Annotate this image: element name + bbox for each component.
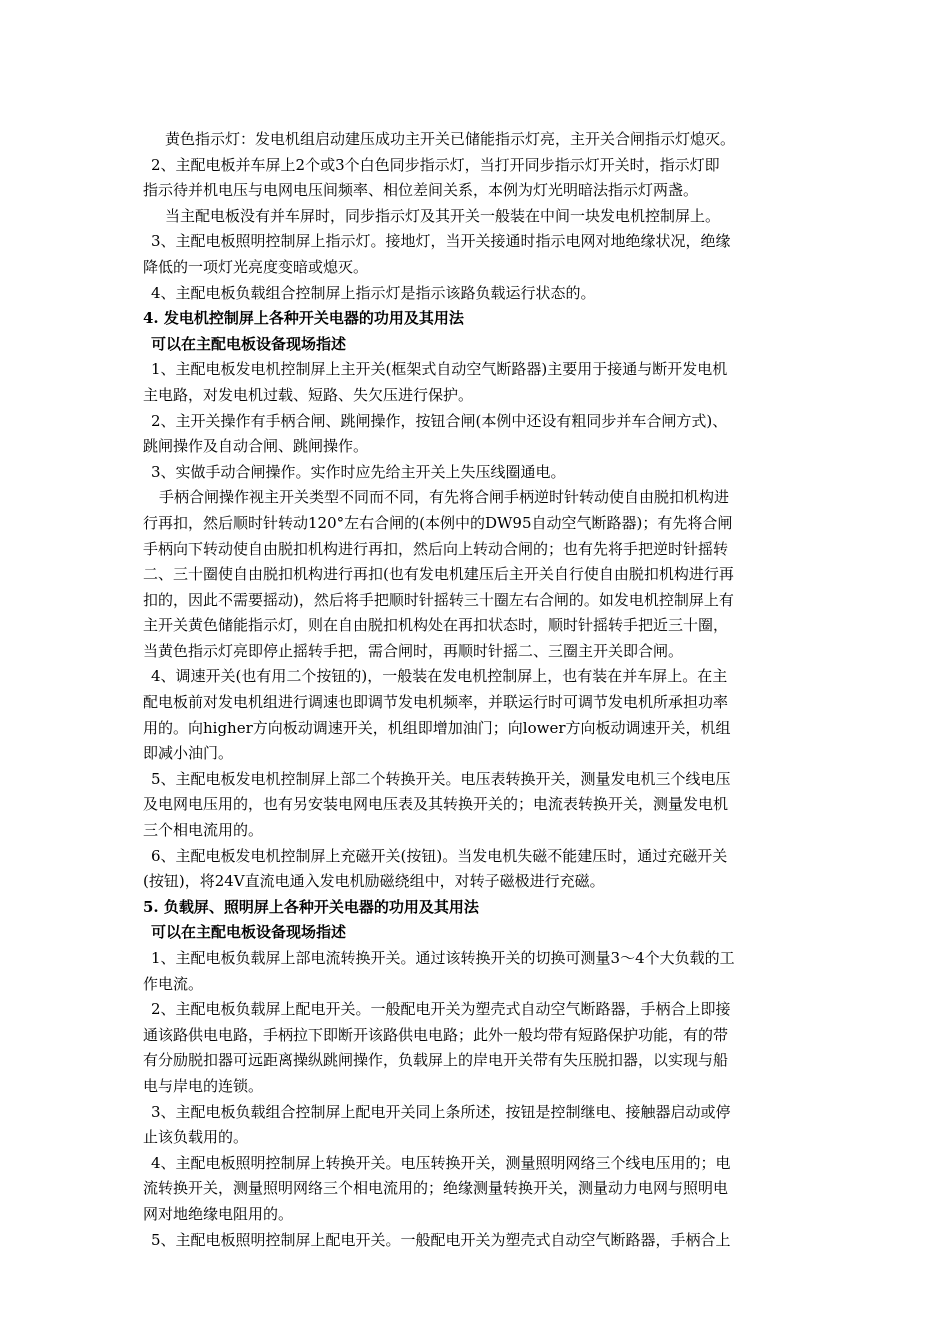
text-line: 配电板前对发电机组进行调速也即调节发电机频率，并联运行时可调节发电机所承担功率 [143,693,729,712]
section-subheading: 可以在主配电板设备现场指述 [151,923,347,942]
section-heading: 5. 负载屏、照明屏上各种开关电器的功用及其用法 [143,897,479,916]
text-line: 2、主配电板负载屏上配电开关。一般配电开关为塑壳式自动空气断路器，手柄合上即接 [151,1000,731,1019]
text-line: 手柄向下转动使自由脱扣机构进行再扣，然后向上转动合闸的；也有先将手把逆时针摇转 [143,539,729,558]
text-line: 黄色指示灯：发电机组启动建压成功主开关已储能指示灯亮，主开关合闸指示灯熄灭。 [165,130,736,148]
text-line: 行再扣，然后顺时针转动120°左右合闸的(本例中的DW95自动空气断路器)；有先将合闸 [143,513,733,532]
document-page [143,127,807,1253]
text-line: (按钮)，将24V直流电通入发电机励磁绕组中，对转子磁极进行充磁。 [143,872,605,891]
text-line: 手柄合闸操作视主开关类型不同而不同，有先将合闸手柄逆时针转动使自由脱扣机构进 [159,488,730,507]
text-line: 3、主配电板照明控制屏上指示灯。接地灯，当开关接通时指示电网对地绝缘状况，绝缘 [151,232,731,251]
text-line: 跳闸操作及自动合闸、跳闸操作。 [143,437,369,456]
section-subheading: 可以在主配电板设备现场指述 [151,334,347,353]
text-line: 5、主配电板照明控制屏上配电开关。一般配电开关为塑壳式自动空气断路器，手柄合上 [151,1230,731,1249]
text-line: 4、主配电板照明控制屏上转换开关。电压转换开关，测量照明网络三个线电压用的；电 [151,1153,731,1172]
text-line: 三个相电流用的。 [143,821,264,840]
text-line: 1、主配电板发电机控制屏上主开关(框架式自动空气断路器)主要用于接通与断开发电机 [151,360,728,379]
text-line: 有分励脱扣器可远距离操纵跳闸操作，负载屏上的岸电开关带有失压脱扣器，以实现与船 [143,1051,729,1070]
text-line: 当黄色指示灯亮即停止摇转手把，需合闸时，再顺时针摇二、三圈主开关即合闸。 [143,641,684,660]
text-line: 及电网电压用的，也有另安装电网电压表及其转换开关的；电流表转换开关，测量发电机 [143,795,729,814]
text-line: 作电流。 [143,974,204,993]
text-line: 流转换开关，测量照明网络三个相电流用的；绝缘测量转换开关，测量动力电网与照明电 [143,1179,729,1198]
text-line: 5、主配电板发电机控制屏上部二个转换开关。电压表转换开关，测量发电机三个线电压 [151,769,731,788]
text-line: 1、主配电板负载屏上部电流转换开关。通过该转换开关的切换可测量3～4个大负载的工 [151,949,735,967]
text-line: 网对地绝缘电阻用的。 [143,1204,294,1223]
text-line: 主电路，对发电机过载、短路、失欠压进行保护。 [143,385,474,404]
section-heading: 4. 发电机控制屏上各种开关电器的功用及其用法 [143,309,464,328]
text-line: 4、主配电板负载组合控制屏上指示灯是指示该路负载运行状态的。 [151,283,596,302]
text-line: 降低的一项灯光亮度变暗或熄灭。 [143,257,369,276]
text-line: 通该路供电电路，手柄拉下即断开该路供电电路；此外一般均带有短路保护功能，有的带 [143,1025,729,1044]
text-line: 3、主配电板负载组合控制屏上配电开关同上条所述，按钮是控制继电、接触器启动或停 [151,1102,731,1121]
text-line: 扣的，因此不需要摇动)，然后将手把顺时针摇转三十圈左右合闸的。如发电机控制屏上有 [143,590,734,609]
text-line: 用的。向higher方向板动调速开关，机组即增加油门；向lower方向板动调速开关，机组 [143,718,731,737]
text-line: 2、主开关操作有手柄合闸、跳闸操作，按钮合闸(本例中还设有粗同步并车合闸方式)、 [151,411,728,430]
text-line: 即减小油门。 [143,744,234,763]
text-line: 3、实做手动合闸操作。实作时应先给主开关上失压线圈通电。 [151,462,566,481]
text-line: 2、主配电板并车屏上2个或3个白色同步指示灯，当打开同步指示灯开关时，指示灯即 [151,155,720,174]
text-line: 电与岸电的连锁。 [143,1076,264,1095]
text-line: 主开关黄色储能指示灯，则在自由脱扣机构处在再扣状态时，顺时针摇转手把近三十圈， [143,616,729,635]
text-line: 4、调速开关(也有用二个按钮的)，一般装在发电机控制屏上，也有装在并车屏上。在主 [151,667,728,686]
text-line: 二、三十圈使自由脱扣机构进行再扣(也有发电机建压后主开关自行使自由脱扣机构进行再 [143,565,734,584]
text-line: 止该负载用的。 [143,1128,249,1147]
text-line: 当主配电板没有并车屏时，同步指示灯及其开关一般装在中间一块发电机控制屏上。 [165,206,721,225]
text-line: 6、主配电板发电机控制屏上充磁开关(按钮)。当发电机失磁不能建压时，通过充磁开关 [151,846,728,865]
text-line: 指示待并机电压与电网电压间频率、相位差间关系，本例为灯光明暗法指示灯两盏。 [143,181,699,200]
